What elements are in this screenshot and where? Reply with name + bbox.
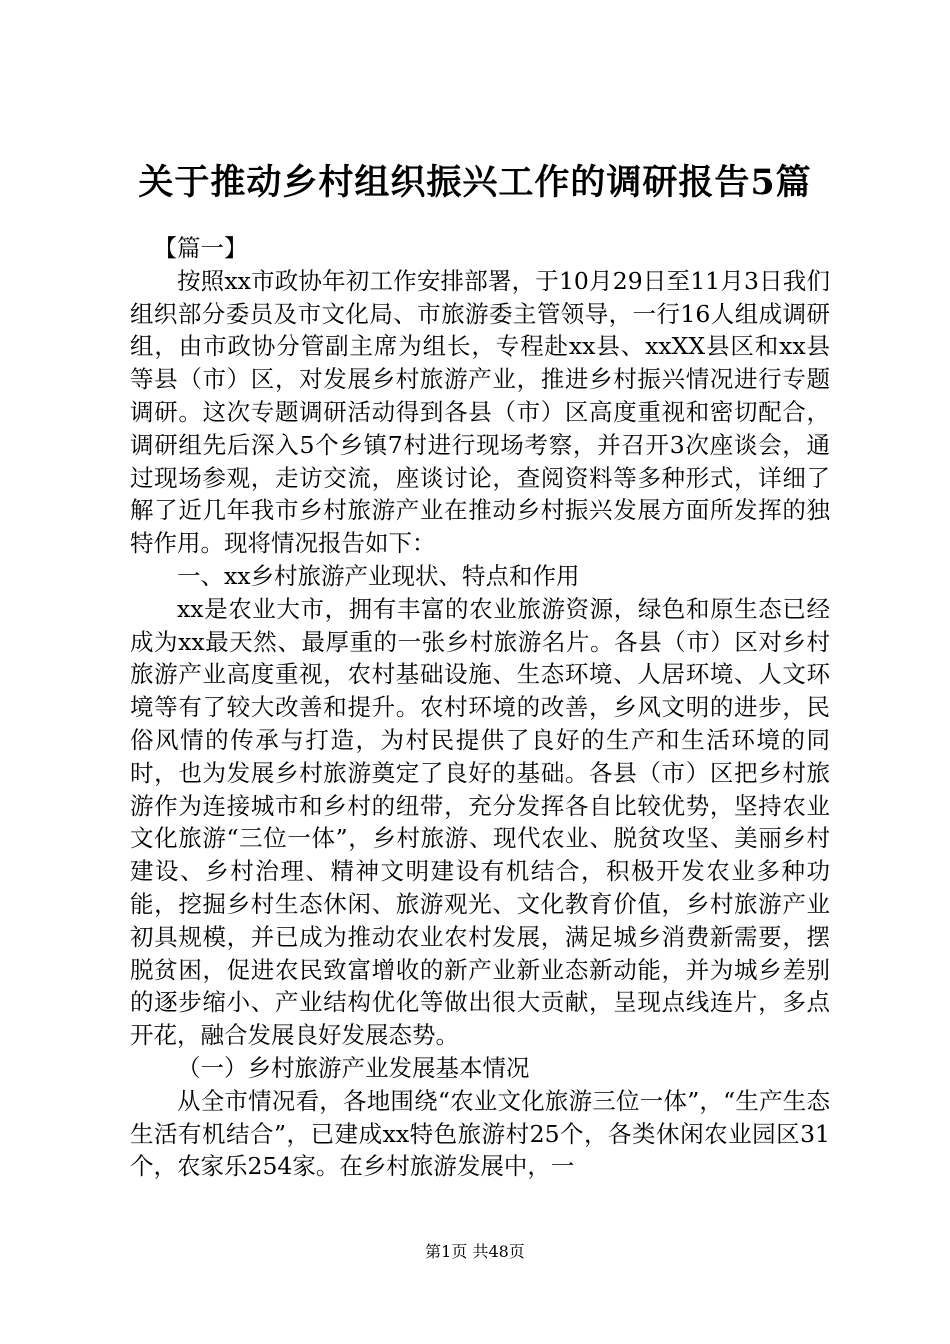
document-title: 关于推动乡村组织振兴工作的调研报告5篇 bbox=[138, 162, 812, 203]
heading-subsection-1: （一）乡村旅游产业发展基本情况 bbox=[177, 1053, 530, 1082]
page-footer: 第1页 共48页 bbox=[425, 1242, 525, 1261]
paragraph-overview: 从全市情况看，各地围绕“农业文化旅游三位一体”，“生产生态生活有机结合”，已建成xx特色旅游村25个，各类休闲农业园区31个，农家乐254家。在乡村旅游发展中，一 bbox=[130, 1086, 830, 1181]
document-body bbox=[130, 232, 830, 1183]
section-label: 【篇一】 bbox=[153, 234, 248, 262]
paragraph-intro: 按照xx市政协年初工作安排部署，于10月29日至11月3日我们组织部分委员及市文化局、市旅游委主管领导，一行16人组成调研组，由市政协分管副主席为组长，专程赴xx县、xxXX县区和xx县等县（市）区，对发展乡村旅游产业，推进乡村振兴情况进行专题调研。这次专题调研活动得到各县（市）区高度重视和密切配合，调研组先后深入5个乡镇7村进行现场考察，并召开3次座谈会，通过现场参观，走访交流，座谈讨论，查阅资料等多种形式，详细了解了近几年我市乡村旅游产业在推动乡村振兴发展方面所发挥的独特作用。现将情况报告如下： bbox=[130, 266, 830, 558]
paragraph-status: xx是农业大市，拥有丰富的农业旅游资源，绿色和原生态已经成为xx最天然、最厚重的一张乡村旅游名片。各县（市）区对乡村旅游产业高度重视，农村基础设施、生态环境、人居环境、人文环境等有了较大改善和提升。农村环境的改善，乡风文明的进步，民俗风情的传承与打造，为村民提供了良好的生产和生活环境的同时，也为发展乡村旅游奠定了良好的基础。各县（市）区把乡村旅游作为连接城市和乡村的纽带，充分发挥各自比较优势，坚持农业文化旅游“三位一体”，乡村旅游、现代农业、脱贫攻坚、美丽乡村建设、乡村治理、精神文明建设有机结合，积极开发农业多种功能，挖掘乡村生态休闲、旅游观光、文化教育价值，乡村旅游产业初具规模，并已成为推动农业农村发展，满足城乡消费新需要，摆脱贫困，促进农民致富增收的新产业新业态新动能，并为城乡差别的逐步缩小、产业结构优化等做出很大贡献，呈现点线连片，多点开花，融合发展良好发展态势。 bbox=[130, 594, 830, 1050]
heading-section-1: 一、xx乡村旅游产业现状、特点和作用 bbox=[177, 561, 580, 590]
